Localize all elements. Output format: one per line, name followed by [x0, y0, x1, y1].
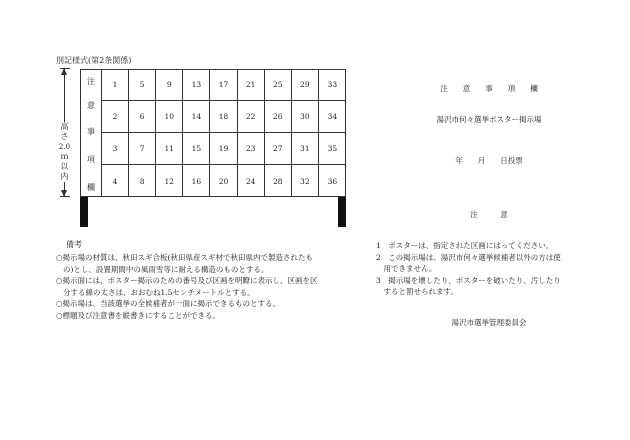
poster-slot: 11 — [156, 133, 183, 165]
poster-slot: 4 — [102, 165, 129, 197]
poster-slot: 30 — [292, 101, 319, 133]
remark-line: ○掲示面には、ポスター掲示のための番号及び区画を明瞭に表示し、区画を区 — [56, 276, 318, 285]
notice-item: すると罰せられます。 — [376, 287, 458, 296]
height-label-value: 2.0 — [56, 142, 73, 152]
notice-item: 2 この掲示場は、湯沢市何々選挙候補者以外の方は使 — [376, 252, 561, 262]
poster-slot: 12 — [156, 165, 183, 197]
poster-slot: 18 — [210, 101, 237, 133]
notes-column-char: 事 — [87, 127, 95, 136]
poster-slot: 29 — [292, 69, 319, 101]
poster-slot: 10 — [156, 101, 183, 133]
height-label-char: さ — [56, 132, 73, 142]
caution-heading: 注 意 — [470, 210, 508, 219]
notice-item: 用できません。 — [376, 264, 437, 273]
poster-slot: 31 — [292, 133, 319, 165]
poster-slot: 32 — [292, 165, 319, 197]
height-label-char: 内 — [56, 172, 73, 182]
poster-slot: 21 — [238, 69, 265, 101]
poster-slot: 36 — [327, 176, 338, 186]
arrow-down-icon — [61, 190, 67, 197]
voting-date: 年 月 日投票 — [455, 156, 523, 165]
height-label-char: 以 — [56, 162, 73, 172]
poster-slot: 5 — [129, 69, 156, 101]
poster-slot: 15 — [183, 133, 210, 165]
poster-slot: 7 — [129, 133, 156, 165]
poster-slot: 33 — [319, 69, 346, 101]
notes-column-char: 項 — [87, 155, 95, 164]
right-post — [338, 197, 346, 227]
poster-slot: 3 — [102, 133, 129, 165]
poster-slot: 25 — [265, 69, 292, 101]
notes-column-char: 欄 — [87, 183, 95, 192]
poster-slot: 26 — [265, 101, 292, 133]
poster-slot: 28 — [265, 165, 292, 197]
remark-line: の)とし、設置期間中の風雨雪等に耐える構造のものとする。 — [63, 264, 269, 274]
poster-slot: 13 — [183, 69, 210, 101]
poster-slot: 2 — [102, 101, 129, 133]
remark-line: ○標題及び注意書を縦書きにすることができる。 — [56, 310, 221, 320]
height-label-char: 高 — [56, 122, 73, 132]
poster-slot: 16 — [183, 165, 210, 197]
poster-slot: 17 — [210, 69, 237, 101]
left-post — [80, 197, 88, 227]
notice-item: 1 ポスターは、指定された区画にはってください。 — [376, 241, 554, 250]
poster-slot: 34 — [319, 101, 346, 133]
poster-slot: 8 — [129, 165, 156, 197]
poster-slot: 23 — [238, 133, 265, 165]
arrow-up-icon — [61, 68, 67, 75]
poster-slot: 14 — [183, 101, 210, 133]
board-title: 湯沢市何々選挙ポスター掲示場 — [436, 115, 542, 124]
poster-slot: 1 — [102, 69, 129, 101]
poster-slot: 19 — [210, 133, 237, 165]
notice-item: 3 掲示場を壊したり、ポスターを破いたり、汚したり — [376, 275, 561, 285]
poster-slot: 24 — [238, 165, 265, 197]
committee-signature: 湯沢市選挙管理委員会 — [451, 318, 527, 327]
notice-heading: 注 意 事 項 欄 — [440, 84, 538, 93]
remark-line: 分する線の太さは、おおむね1.5センチメートルとする。 — [63, 287, 255, 297]
remark-line: ○掲示場は、当該選挙の全候補者が一面に掲示できるものとする。 — [56, 299, 281, 308]
poster-slot: 35 — [319, 133, 346, 165]
poster-slot: 9 — [156, 69, 183, 101]
notes-column-char: 意 — [87, 101, 95, 110]
height-label-unit: ｍ — [56, 152, 73, 162]
remark-line: ○掲示場の材質は、秋田スギ合板(秋田県産スギ材で秋田県内で製造されたも — [56, 253, 313, 262]
poster-slot: 22 — [238, 101, 265, 133]
poster-slot: 20 — [210, 165, 237, 197]
notes-column-char: 注 — [87, 77, 95, 86]
remarks-title: 備考 — [66, 240, 82, 249]
poster-slot: 6 — [129, 101, 156, 133]
form-caption: 別記様式(第2条関係) — [56, 56, 132, 65]
poster-grid — [102, 69, 346, 197]
poster-slot: 27 — [265, 133, 292, 165]
